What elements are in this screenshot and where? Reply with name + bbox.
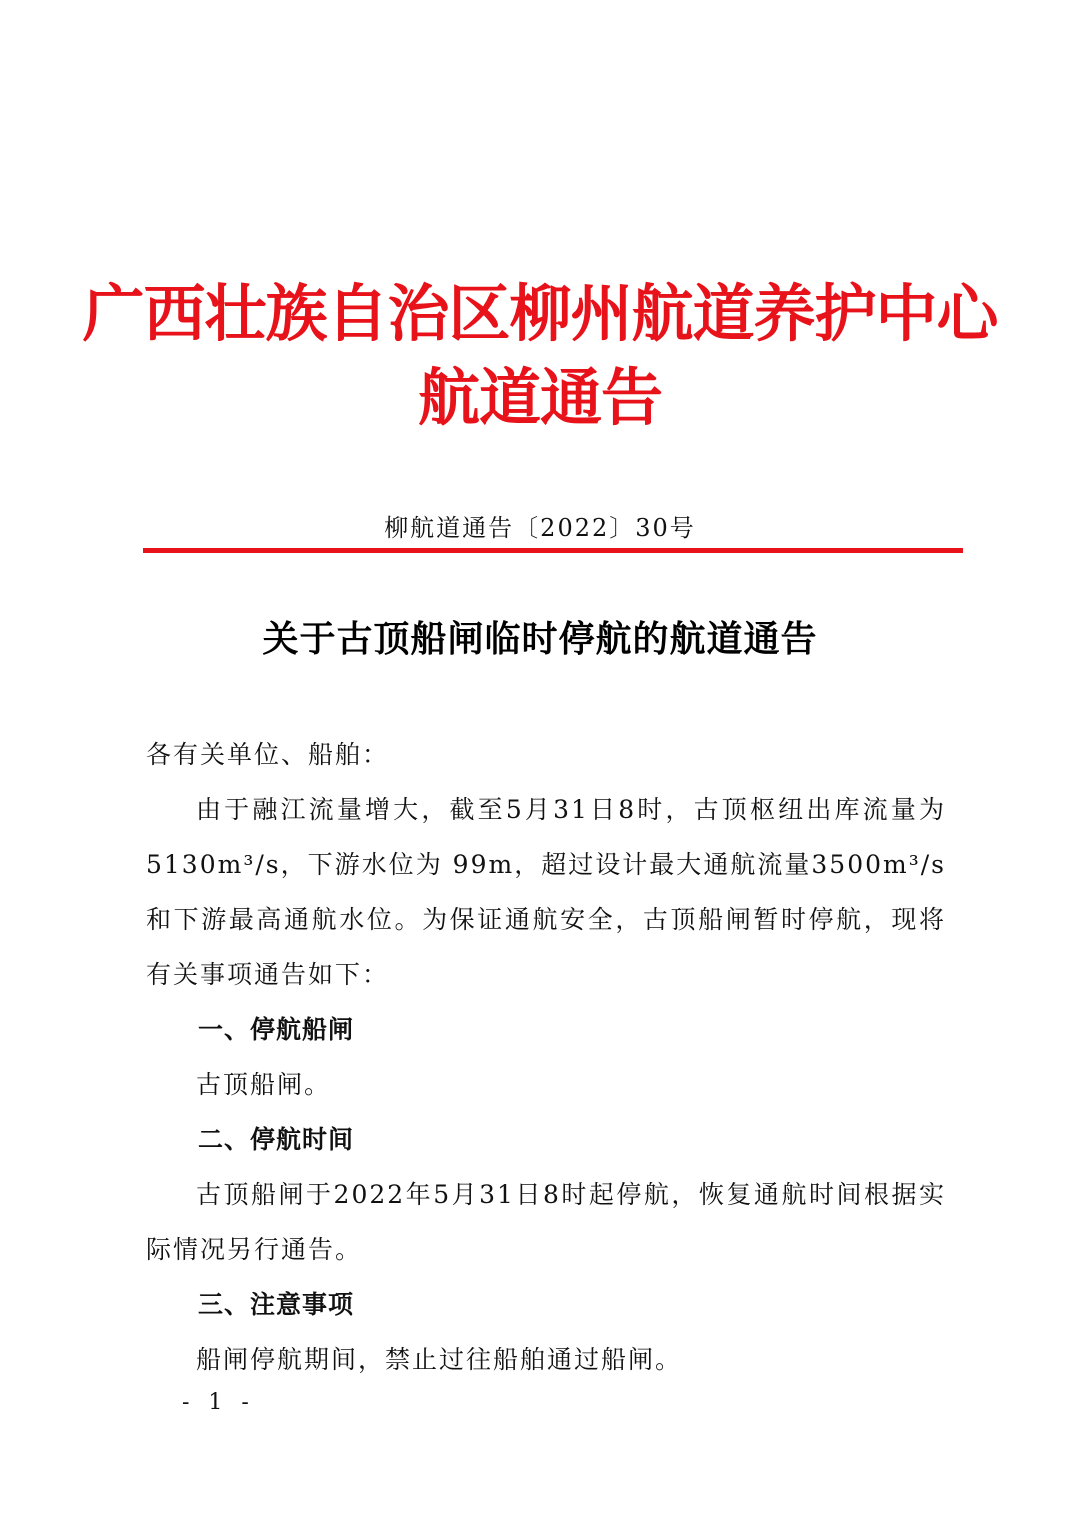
- section-heading-closed-lock: 一、停航船闸: [198, 1015, 355, 1044]
- notice-title: 关于古顶船闸临时停航的航道通告: [262, 618, 818, 660]
- red-divider-rule: [143, 548, 963, 553]
- salutation: 各有关单位、船舶：: [146, 740, 390, 769]
- document-type: 航道通告: [417, 361, 662, 434]
- intro-paragraph: 由于融江流量增大，截至5月31日8时，古顶枢纽出库流量为 5130m³/s，下游水位为 99m，超过设计最大通航流量3500m³/s和下游最高通航水位。为保证通航安全，古顶船闸暂时停航，现将有关事项通告如下：: [146, 795, 946, 989]
- section-heading-precautions: 三、注意事项: [198, 1290, 355, 1319]
- section-body-precautions: 船闸停航期间，禁止过往船舶通过船闸。: [196, 1345, 683, 1374]
- red-header-title: [0, 272, 1080, 440]
- page-number: - 1 -: [182, 1390, 255, 1415]
- section-body-closure-time: 古顶船闸于2022年5月31日8时起停航，恢复通航时间根据实际情况另行通告。: [146, 1180, 946, 1264]
- notice-body: [146, 727, 946, 1387]
- section-heading-closure-time: 二、停航时间: [198, 1125, 355, 1154]
- section-body-closed-lock: 古顶船闸。: [196, 1070, 332, 1099]
- organization-name: 广西壮族自治区柳州航道养护中心: [82, 277, 998, 350]
- document-number: 柳航道通告〔2022〕30号: [384, 514, 696, 542]
